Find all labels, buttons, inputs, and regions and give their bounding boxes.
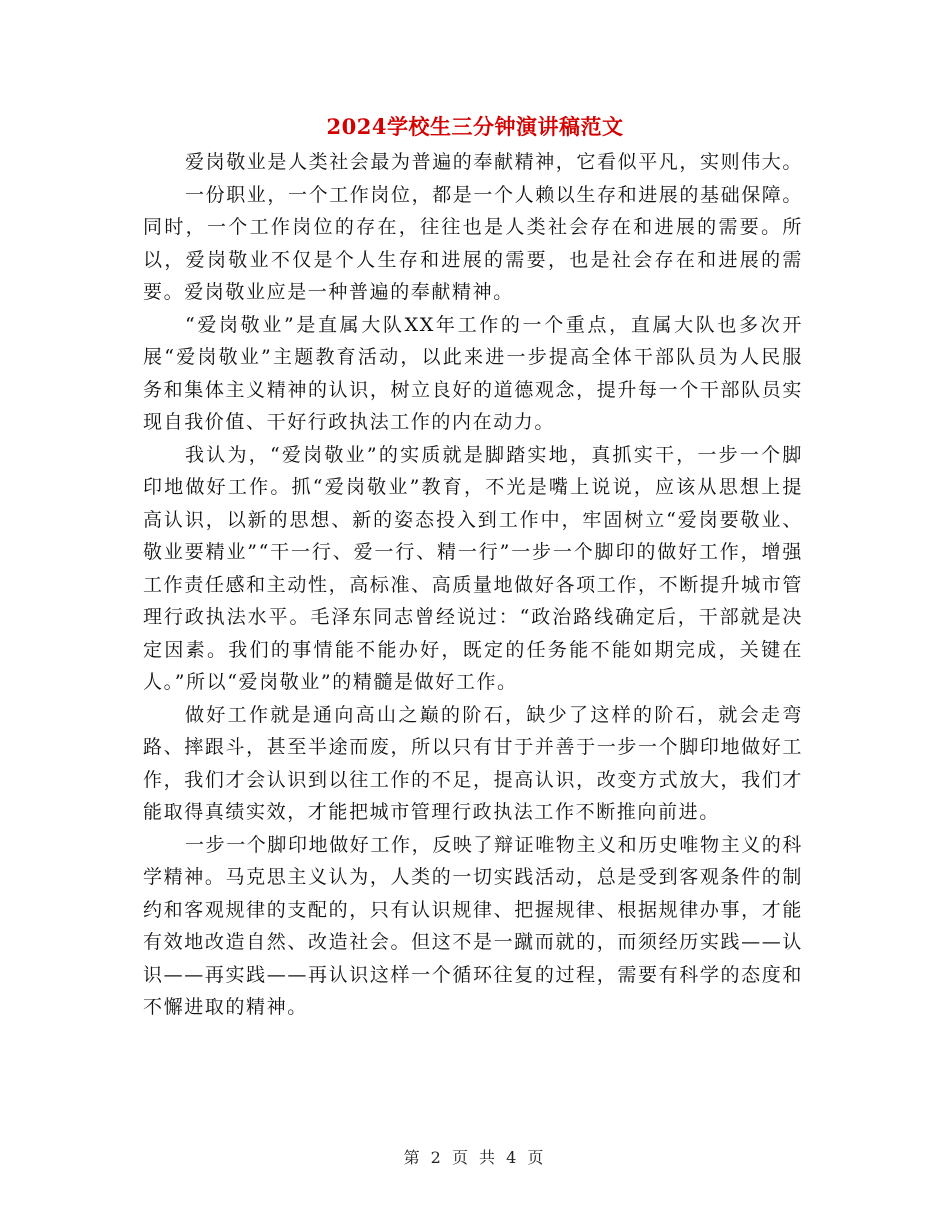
paragraph-3: “爱岗敬业”是直属大队XX年工作的一个重点，直属大队也多次开展“爱岗敬业”主题教育活动，以此来进一步提高全体干部队员为人民服务和集体主义精神的认识，树立良好的道德观念，提升每一个干部队员实现自我价值、干好行政执法工作的内在动力。: [143, 313, 803, 433]
paragraph-2: 一份职业，一个工作岗位，都是一个人赖以生存和进展的基础保障。同时，一个工作岗位的存在，往往也是人类社会存在和进展的需要。所以，爱岗敬业不仅是个人生存和进展的需要，也是社会存在和进展的需要。爱岗敬业应是一种普遍的奉献精神。: [143, 183, 804, 303]
paragraph-6: 一步一个脚印地做好工作，反映了辩证唯物主义和历史唯物主义的科学精神。马克思主义认为，人类的一切实践活动，总是受到客观条件的制约和客观规律的支配的，只有认识规律、把握规律、根据规律办事，才能有效地改造自然、改造社会。但这不是一蹴而就的，而须经历实践——认识——再实践——再认识这样一个循环往复的过程，需要有科学的态度和不懈进取的精神。: [143, 833, 804, 1018]
page-number-footer: 第 2 页 共 4 页: [403, 1148, 547, 1167]
document-body: [143, 146, 803, 1024]
paragraph-1: 爱岗敬业是人类社会最为普遍的奉献精神，它看似平凡，实则伟大。: [185, 151, 804, 173]
paragraph-5: 做好工作就是通向高山之巅的阶石，缺少了这样的阶石，就会走弯路、摔跟斗，甚至半途而废，所以只有甘于并善于一步一个脚印地做好工作，我们才会认识到以往工作的不足，提高认识，改变方式放大，我们才能取得真绩实效，才能把城市管理行政执法工作不断推向前进。: [143, 703, 803, 823]
paragraph-4: 我认为，“爱岗敬业”的实质就是脚踏实地，真抓实干，一步一个脚印地做好工作。抓“爱岗敬业”教育，不光是嘴上说说，应该从思想上提高认识，以新的思想、新的姿态投入到工作中，牢固树立“爱岗要敬业、敬业要精业”“干一行、爱一行、精一行”一步一个脚印的做好工作，增强工作责任感和主动性，高标准、高质量地做好各项工作，不断提升城市管理行政执法水平。毛泽东同志曾经说过：“政治路线确定后，干部就是决定因素。我们的事情能不能办好，既定的任务能不能如期完成，关键在人。”所以“爱岗敬业”的精髓是做好工作。: [143, 443, 803, 693]
document-title: 2024学校生三分钟演讲稿范文: [326, 114, 624, 139]
